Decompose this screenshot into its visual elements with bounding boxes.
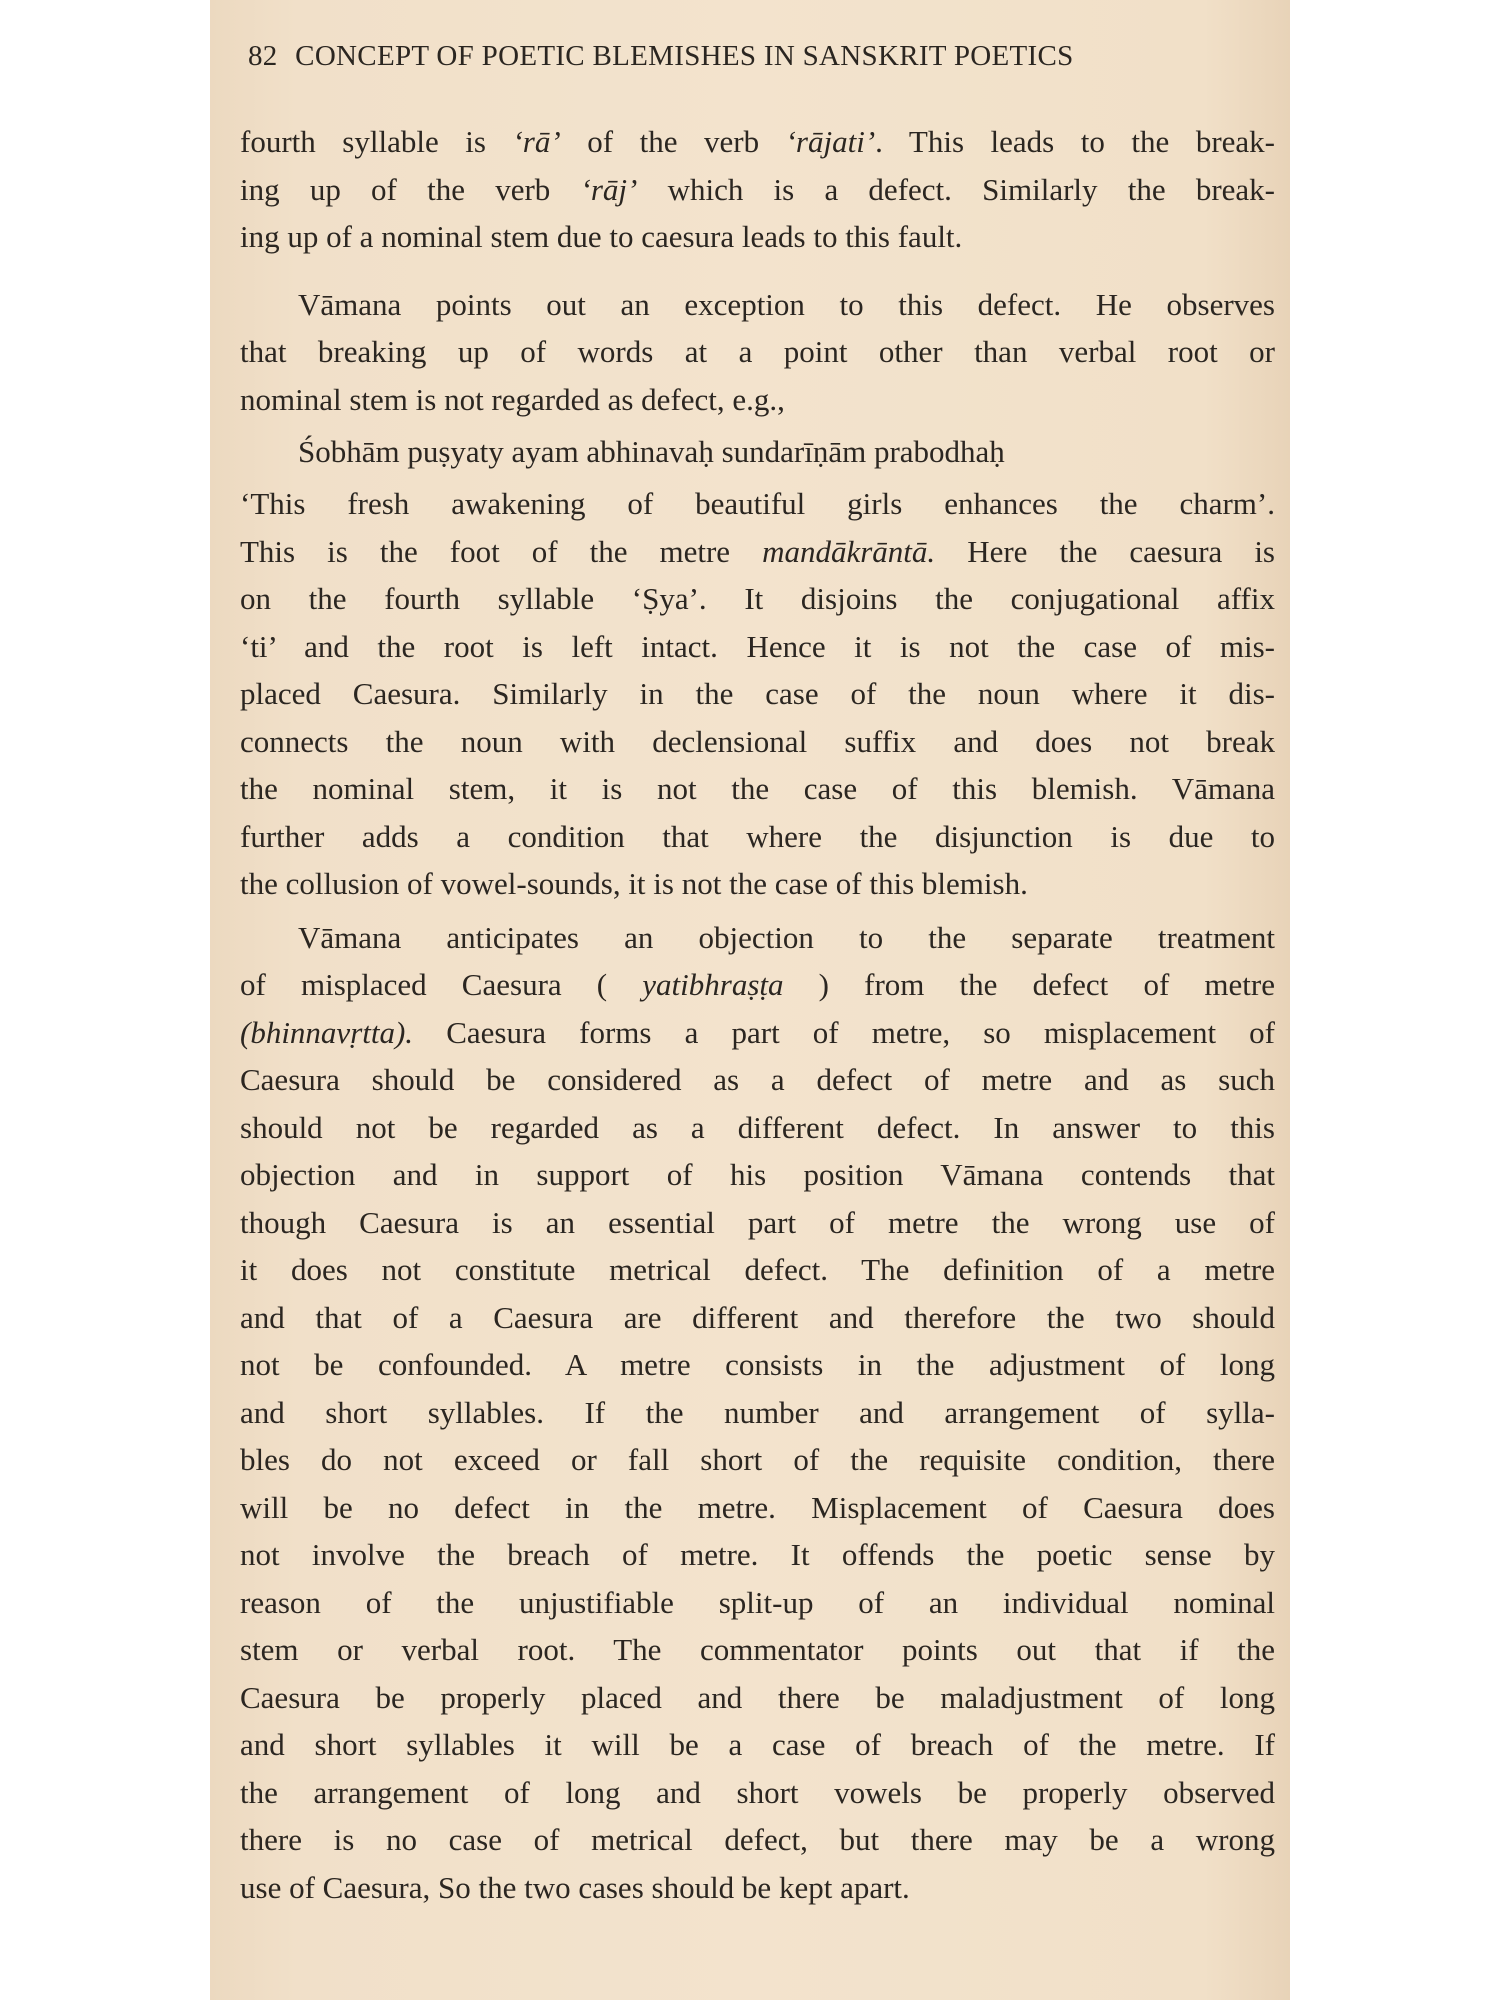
paragraph4-line [240, 961, 1275, 1009]
text-run: and short syllables it will be a case of breach of the metre. If [240, 1727, 1275, 1762]
paragraph1-line [240, 166, 1275, 214]
paragraph-2 [240, 281, 1275, 424]
text-run: the arrangement of long and short vowels be properly observed [240, 1774, 1275, 1810]
paragraph4-line [240, 1674, 1275, 1722]
paragraph4-line [240, 1769, 1275, 1817]
paragraph4-line [240, 1816, 1275, 1864]
text-run: the collusion of vowel-sounds, it is not the case of this blemish. [240, 866, 1028, 901]
text-run: will be no defect in the metre. Misplacement of Caesura does [240, 1489, 1275, 1525]
paragraph-3 [240, 480, 1275, 908]
text-run: not be confounded. A metre consists in the adjustment of long [240, 1347, 1275, 1382]
italic-term: (bhinnavṛtta). [240, 1014, 414, 1050]
paragraph1-line [240, 213, 1275, 261]
text-run: and short syllables. If the number and arrangement of sylla- [240, 1394, 1275, 1430]
text-run: ing up of the verb [240, 171, 581, 207]
text-run: ‘ti’ and the root is left intact. Hence it is not the case of mis- [240, 628, 1275, 664]
paragraph-2-line: Vāmana points out an exception to this defect. He observes [298, 286, 1275, 322]
text-run: Vāmana anticipates an objection to the separate treatment [298, 919, 1275, 955]
paragraph3-line [240, 528, 1275, 576]
text-run: stem or verbal root. The commentator points out that if the [240, 1632, 1275, 1667]
paragraph4-line [240, 1009, 1275, 1057]
text-run: connects the noun with declensional suffix and does not break [240, 723, 1275, 759]
text-run: objection and in support of his position Vāmana contends that [240, 1157, 1275, 1192]
paragraph4-line [240, 1531, 1275, 1579]
text-run: not involve the breach of metre. It offends the poetic sense by [240, 1537, 1275, 1572]
italic-term: ‘rāj’ [580, 171, 638, 207]
paragraph4-line [240, 1579, 1275, 1627]
paragraph4-line [240, 1151, 1275, 1199]
paragraph3-line [240, 718, 1275, 766]
running-title: CONCEPT OF POETIC BLEMISHES IN SANSKRIT POETICS [295, 40, 1074, 72]
paragraph-1 [240, 118, 1275, 261]
text-run: use of Caesura, So the two cases should be kept apart. [240, 1869, 910, 1905]
paragraph4-line [240, 1626, 1275, 1674]
text-run: should not be regarded as a different defect. In answer to this [240, 1109, 1275, 1145]
text-run: on the fourth syllable ‘Ṣya’. It disjoins the conjugational affix [240, 581, 1275, 616]
text-run: placed Caesura. Similarly in the case of the noun where it dis- [240, 676, 1275, 711]
page-number: 82 [248, 40, 278, 72]
text-run: ing up of a nominal stem due to caesura leads to this fault. [240, 219, 963, 254]
paragraph-4 [240, 914, 1275, 1912]
text-run: This is the foot of the metre [240, 533, 763, 569]
text-run: though Caesura is an essential part of metre the wrong use of [240, 1204, 1275, 1240]
text-run: Caesura be properly placed and there be maladjustment of long [240, 1679, 1275, 1715]
paragraph4-line [240, 1721, 1275, 1769]
paragraph4-line [240, 1104, 1275, 1152]
paragraph4-line [240, 914, 1275, 962]
text-run: further adds a condition that where the disjunction is due to [240, 818, 1275, 854]
paragraph3-line [240, 480, 1275, 528]
page-body [240, 118, 1275, 1911]
running-header [248, 40, 1248, 73]
book-page [210, 0, 1290, 2000]
paragraph4-line [240, 1389, 1275, 1437]
paragraph-2-line: nominal stem is not regarded as defect, e.g., [240, 381, 785, 417]
text-run: it does not constitute metrical defect. The definition of a metre [240, 1252, 1275, 1287]
text-run: Here the caesura is [935, 533, 1275, 569]
text-run: bles do not exceed or fall short of the requisite condition, there [240, 1442, 1275, 1477]
paragraph3-line [240, 765, 1275, 813]
text-run: reason of the unjustifiable split-up of an individual nominal [240, 1584, 1275, 1620]
paragraph1-line [240, 118, 1275, 166]
paragraph3-line [240, 860, 1275, 908]
text-run: fourth syllable is [240, 124, 513, 159]
italic-term: ‘rā’ [512, 124, 561, 159]
text-run: and that of a Caesura are different and therefore the two should [240, 1299, 1275, 1335]
text-run: there is no case of metrical defect, but there may be a wrong [240, 1822, 1275, 1857]
paragraph4-line [240, 1056, 1275, 1104]
text-run: Caesura should be considered as a defect of metre and as such [240, 1062, 1275, 1097]
italic-term: ‘rājati’ [785, 124, 876, 159]
paragraph3-line [240, 813, 1275, 861]
paragraph4-line [240, 1341, 1275, 1389]
text-run: ‘This fresh awakening of beautiful girls enhances the charm’. [240, 486, 1275, 521]
text-run: Caesura forms a part of metre, so misplacement of [413, 1014, 1275, 1050]
paragraph3-line [240, 670, 1275, 718]
paragraph3-line [240, 623, 1275, 671]
paragraph4-line [240, 1864, 1275, 1912]
italic-term: mandākrāntā. [762, 533, 936, 569]
text-run: . This leads to the break- [875, 124, 1275, 159]
text-run: the nominal stem, it is not the case of this blemish. Vāmana [240, 771, 1275, 806]
quoted-verse: Śobhām puṣyaty ayam abhinavaḥ sundarīṇām prabodhaḥ [298, 434, 1005, 469]
paragraph4-line [240, 1199, 1275, 1247]
paragraph-2-line: that breaking up of words at a point other than verbal root or [240, 334, 1275, 369]
text-run: ) from the defect of metre [783, 967, 1275, 1002]
paragraph4-line [240, 1436, 1275, 1484]
text-run: which is a defect. Similarly the break- [637, 171, 1275, 207]
paragraph4-line [240, 1484, 1275, 1532]
text-run: of misplaced Caesura ( [240, 967, 643, 1002]
paragraph3-line [240, 575, 1275, 623]
italic-term: yatibhraṣṭa [642, 967, 784, 1002]
paragraph4-line [240, 1294, 1275, 1342]
text-run: of the verb [560, 124, 786, 159]
paragraph4-line [240, 1246, 1275, 1294]
